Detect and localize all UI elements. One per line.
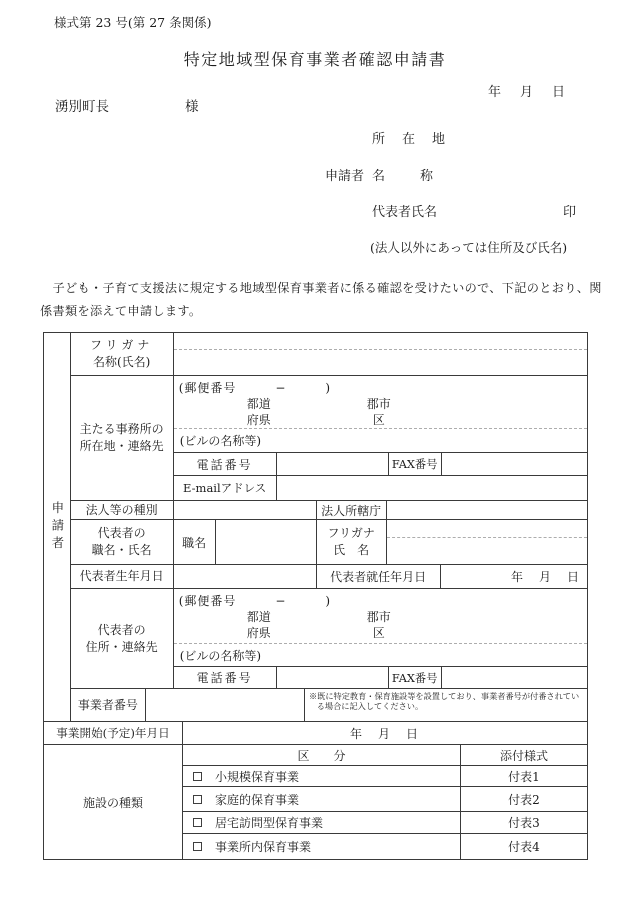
addressee-honorific: 様 xyxy=(185,99,199,115)
addressee: 湧別町長 xyxy=(55,99,109,115)
business-number-note: ※既に特定教育・保育施設等を設置しており、事業者番号が付番されている場合に記入してください。 xyxy=(308,691,580,712)
business-number-field[interactable] xyxy=(146,689,305,721)
facility-row-home-visit xyxy=(183,812,587,834)
attachment-header: 添付様式 xyxy=(499,748,548,763)
facility-row-home-based xyxy=(183,787,587,812)
rep-furigana-label: フリガナ xyxy=(327,526,375,540)
checkbox-icon-home-visit[interactable] xyxy=(193,818,202,827)
checkbox-icon-workplace[interactable] xyxy=(193,842,202,851)
rep-phone-label: 電話番号 xyxy=(174,667,277,688)
main-office-label-line2: 所在地・連絡先 xyxy=(79,439,164,453)
rep-address-label-cell xyxy=(71,589,174,688)
start-date-label: 事業開始(予定)年月日 xyxy=(44,722,183,744)
representative-name-label: 代表者氏名 xyxy=(372,205,438,220)
office-postal-label: (郵便番号 − ) xyxy=(178,381,332,395)
date-blank: 年 月 日 xyxy=(488,85,569,100)
furigana-field[interactable] xyxy=(174,333,587,350)
rep-building-label: (ビルの名称等) xyxy=(179,648,262,663)
rep-prefecture-label: 都道 府県 xyxy=(246,610,271,640)
application-table xyxy=(43,332,588,860)
applicant-vertical-label: 申請者 xyxy=(49,500,65,554)
rep-building-field[interactable] xyxy=(174,644,587,667)
facility-type-section xyxy=(44,745,587,859)
facility-item-label: 事業所内保育事業 xyxy=(215,840,312,854)
attachment-value: 付表4 xyxy=(508,840,540,854)
form-number: 様式第 23 号(第 27 条関係) xyxy=(54,15,212,30)
rep-furigana-field[interactable] xyxy=(387,520,587,538)
applicant-name-label: 名 称 xyxy=(372,169,437,184)
rep-inauguration-date-field[interactable]: 年 月 日 xyxy=(510,570,581,584)
location-label: 所 在 地 xyxy=(372,132,448,147)
checkbox-icon-home-based[interactable] xyxy=(193,795,202,804)
seal-label: 印 xyxy=(563,205,577,220)
body-line-1: 子ども・子育て支援法に規定する地域型保育事業者に係る確認を受けたいので、下記のとおり、関 xyxy=(40,281,602,295)
job-title-label: 職名 xyxy=(174,520,216,564)
job-title-field[interactable] xyxy=(216,520,317,564)
rep-fax-field[interactable] xyxy=(442,667,587,688)
facility-row-workplace xyxy=(183,834,587,859)
name-label: 名称(氏名) xyxy=(93,355,151,369)
corp-type-field[interactable] xyxy=(174,501,317,519)
furigana-name-label-cell xyxy=(71,333,174,375)
attachment-value: 付表3 xyxy=(508,816,540,830)
facility-item-label: 居宅訪問型保育事業 xyxy=(215,816,324,830)
main-office-label-line1: 主たる事務所の xyxy=(79,422,164,436)
rep-address-label-line2: 住所・連絡先 xyxy=(85,639,158,654)
rep-title-label-line2: 職名・氏名 xyxy=(91,543,152,557)
furigana-label: フリガナ xyxy=(89,338,154,352)
name-field[interactable] xyxy=(174,350,587,375)
office-city-label: 郡市 区 xyxy=(366,397,391,427)
applicant-label: 申請者 xyxy=(325,169,365,184)
office-building-field[interactable] xyxy=(174,429,587,453)
corp-authority-field[interactable] xyxy=(387,501,587,519)
office-email-label: E-mailアドレス xyxy=(174,476,277,500)
non-corporate-note: (法人以外にあっては住所及び氏名) xyxy=(370,240,568,255)
facility-row-small-scale xyxy=(183,766,587,787)
rep-birth-label: 代表者生年月日 xyxy=(71,565,174,588)
office-building-label: (ビルの名称等) xyxy=(179,434,262,448)
checkbox-icon-small-scale[interactable] xyxy=(193,772,202,781)
office-fax-field[interactable] xyxy=(442,453,587,475)
rep-furigana-name-label-cell xyxy=(317,520,387,564)
attachment-value: 付表2 xyxy=(508,792,540,807)
body-paragraph xyxy=(40,277,602,322)
category-header: 区 分 xyxy=(183,745,461,765)
facility-item-label: 家庭的保育事業 xyxy=(215,792,300,807)
office-phone-label: 電話番号 xyxy=(174,453,277,475)
page-title: 特定地域型保育事業者確認申請書 xyxy=(183,50,447,69)
applicant-section xyxy=(44,333,587,722)
rep-address-field[interactable] xyxy=(174,589,587,644)
rep-title-label-line1: 代表者の xyxy=(97,526,146,540)
office-email-field[interactable] xyxy=(277,476,587,500)
rep-fax-label: FAX番号 xyxy=(389,667,442,688)
corp-authority-label: 法人所轄庁 xyxy=(317,501,387,519)
office-prefecture-label: 都道 府県 xyxy=(246,397,271,427)
office-phone-field[interactable] xyxy=(277,453,389,475)
rep-phone-field[interactable] xyxy=(277,667,389,688)
rep-name-field[interactable] xyxy=(387,538,587,564)
rep-title-name-label-cell xyxy=(71,520,174,564)
main-office-label-cell xyxy=(71,376,174,500)
start-date-row xyxy=(44,722,587,745)
rep-city-label: 郡市 区 xyxy=(366,610,391,640)
applicant-section-cell xyxy=(44,333,71,721)
business-number-label: 事業者番号 xyxy=(71,689,147,721)
rep-name-label: 氏 名 xyxy=(333,543,370,557)
rep-birth-field[interactable] xyxy=(174,565,317,588)
facility-type-label: 施設の種類 xyxy=(44,745,183,859)
office-fax-label: FAX番号 xyxy=(389,453,442,475)
rep-inauguration-label: 代表者就任年月日 xyxy=(317,565,441,588)
rep-postal-label: (郵便番号 − ) xyxy=(178,594,332,608)
corp-type-label: 法人等の種別 xyxy=(71,501,174,519)
attachment-value: 付表1 xyxy=(508,769,540,784)
start-date-field[interactable]: 年 月 日 xyxy=(349,726,420,741)
rep-address-label-line1: 代表者の xyxy=(97,622,146,637)
office-address-field[interactable] xyxy=(174,376,587,429)
body-line-2: 係書類を添えて申請します。 xyxy=(40,303,202,318)
facility-item-label: 小規模保育事業 xyxy=(215,769,300,784)
